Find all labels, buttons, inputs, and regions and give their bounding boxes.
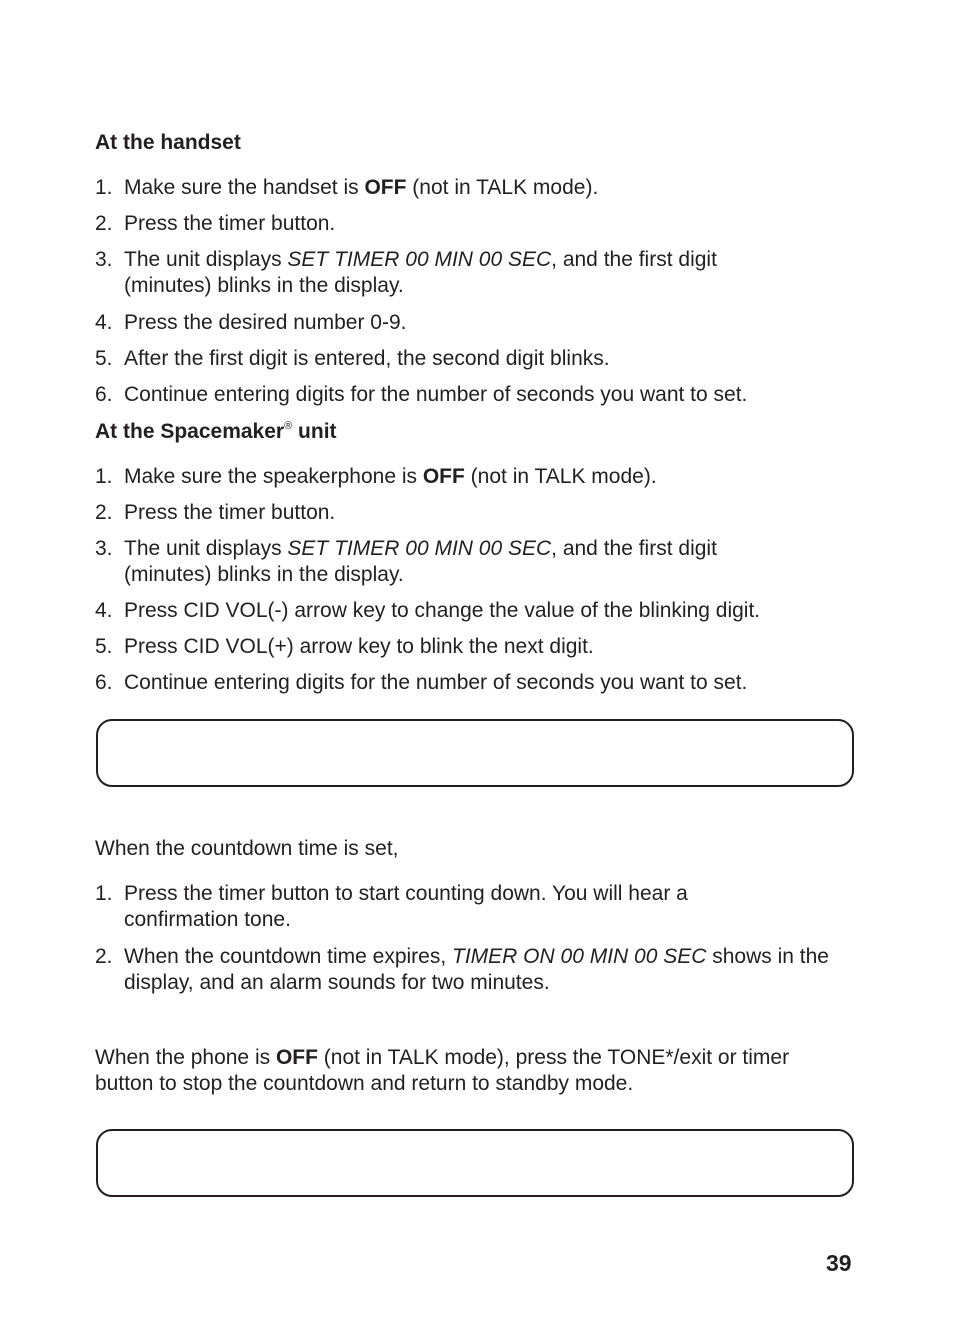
handset-step-3 (95, 247, 865, 299)
step-text: Press the desired number 0-9. (124, 311, 407, 334)
handset-heading: At the handset (95, 131, 241, 154)
step-text: Press CID VOL(-) arrow key to change the value of the blinking digit. (124, 599, 761, 622)
section-title-box (96, 719, 854, 787)
step-text: Press the timer button to start counting down. You will hear a confirmation tone. (124, 882, 688, 931)
page-number: 39 (826, 1250, 852, 1276)
step-text: Press the timer button. (124, 501, 336, 524)
step-text: Make sure the speakerphone is OFF (not in TALK mode). (124, 465, 657, 488)
step-text: After the first digit is entered, the second digit blinks. (124, 347, 610, 370)
step-number: 6. (95, 383, 113, 406)
step-number: 2. (95, 945, 113, 968)
step-number: 4. (95, 311, 113, 334)
step-number: 2. (95, 501, 113, 524)
step-text: Press the timer button. (124, 212, 336, 235)
step-number: 5. (95, 347, 113, 370)
handset-step-2 (95, 211, 865, 237)
countdown-intro: When the countdown time is set, (95, 837, 399, 860)
step-text: Continue entering digits for the number of seconds you want to set. (124, 383, 748, 406)
step-number: 2. (95, 212, 113, 235)
step-number: 1. (95, 176, 113, 199)
handset-step-5 (95, 346, 865, 372)
step-number: 4. (95, 599, 113, 622)
spacemaker-heading: At the Spacemaker® unit (95, 420, 337, 443)
step-text: The unit displays SET TIMER 00 MIN 00 SEC, and the first digit (minutes) blinks in the display. (124, 537, 717, 586)
handset-step-1 (95, 175, 865, 201)
step-number: 1. (95, 882, 113, 905)
spacemaker-step-3 (95, 536, 865, 588)
step-number: 3. (95, 248, 113, 271)
countdown-step-1 (95, 881, 865, 933)
step-number: 6. (95, 671, 113, 694)
countdown-step-2 (95, 944, 865, 996)
section-title-box (96, 1129, 854, 1197)
step-number: 5. (95, 635, 113, 658)
spacemaker-step-2 (95, 500, 865, 526)
stop-countdown-paragraph: When the phone is OFF (not in TALK mode), press the TONE*/exit or timer button to stop the countdown and return to standby mode. (95, 1046, 790, 1095)
handset-step-6 (95, 382, 865, 408)
handset-step-4 (95, 310, 865, 336)
step-number: 3. (95, 537, 113, 560)
spacemaker-step-4 (95, 598, 865, 624)
spacemaker-step-1 (95, 464, 865, 490)
spacemaker-step-6 (95, 670, 865, 696)
step-text: The unit displays SET TIMER 00 MIN 00 SEC, and the first digit (minutes) blinks in the display. (124, 248, 717, 297)
step-text: Make sure the handset is OFF (not in TALK mode). (124, 176, 599, 199)
spacemaker-step-5 (95, 634, 865, 660)
step-text: When the countdown time expires, TIMER ON 00 MIN 00 SEC shows in the display, and an alarm sounds for two minutes. (124, 945, 829, 994)
step-text: Continue entering digits for the number of seconds you want to set. (124, 671, 748, 694)
step-text: Press CID VOL(+) arrow key to blink the next digit. (124, 635, 594, 658)
step-number: 1. (95, 465, 113, 488)
